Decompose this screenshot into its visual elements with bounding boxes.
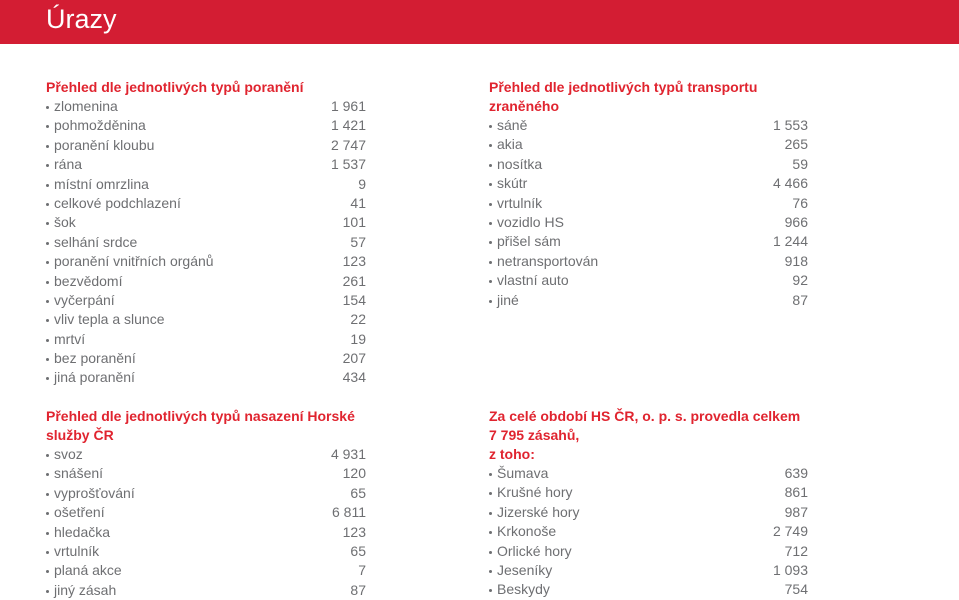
item-label: jiný zásah <box>46 581 116 600</box>
item-label: selhání srdce <box>46 233 137 252</box>
item-label: snášení <box>46 464 103 483</box>
list-item <box>489 561 808 580</box>
item-value: 966 <box>784 213 808 230</box>
item-value: 123 <box>342 253 366 270</box>
item-label: Šumava <box>489 464 548 483</box>
item-value: 87 <box>350 581 366 598</box>
item-value: 22 <box>350 311 366 328</box>
item-label: akia <box>489 135 523 154</box>
item-label: pohmožděnina <box>46 116 146 135</box>
list-item <box>489 580 808 599</box>
list-item <box>46 213 366 232</box>
item-value: 4 466 <box>772 175 808 192</box>
deployment-list <box>46 445 366 600</box>
item-value: 65 <box>350 542 366 559</box>
list-item <box>489 503 808 522</box>
item-label: Beskydy <box>489 580 550 599</box>
list-item <box>46 233 366 252</box>
item-label: vrtulník <box>46 542 99 561</box>
item-label: Jeseníky <box>489 561 552 580</box>
list-item <box>489 174 808 193</box>
list-item <box>489 464 808 483</box>
list-item <box>46 136 366 155</box>
item-label: rána <box>46 155 82 174</box>
list-item <box>46 272 366 291</box>
list-item <box>489 522 808 541</box>
deployment-section <box>46 407 366 600</box>
header-band <box>0 0 959 44</box>
item-value: 987 <box>784 503 808 520</box>
item-label: vliv tepla a slunce <box>46 310 165 329</box>
item-value: 712 <box>784 542 808 559</box>
regions-title-line2: z toho: <box>489 446 535 462</box>
item-label: vlastní auto <box>489 271 569 290</box>
item-label: sáně <box>489 116 527 135</box>
item-value: 918 <box>784 252 808 269</box>
item-label: vozidlo HS <box>489 213 564 232</box>
item-value: 434 <box>342 369 366 386</box>
item-label: poranění vnitřních orgánů <box>46 252 214 271</box>
item-value: 1 244 <box>772 233 808 250</box>
item-value: 1 093 <box>772 561 808 578</box>
item-label: hledačka <box>46 523 110 542</box>
item-value: 2 749 <box>772 523 808 540</box>
item-value: 7 <box>358 562 366 579</box>
item-label: ošetření <box>46 503 105 522</box>
item-label: Orlické hory <box>489 542 572 561</box>
item-label: bezvědomí <box>46 272 122 291</box>
item-label: planá akce <box>46 561 122 580</box>
item-value: 754 <box>784 581 808 598</box>
regions-title-line1: Za celé období HS ČR, o. p. s. provedla celkem 7 795 zásahů, <box>489 408 801 443</box>
list-item <box>46 349 366 368</box>
item-label: mrtví <box>46 330 85 349</box>
transport-list <box>489 116 808 310</box>
list-item <box>46 155 366 174</box>
list-item <box>489 271 808 290</box>
item-value: 154 <box>342 291 366 308</box>
item-label: přišel sám <box>489 232 561 251</box>
list-item <box>489 542 808 561</box>
item-value: 19 <box>350 330 366 347</box>
list-item <box>46 330 366 349</box>
list-item <box>46 445 366 464</box>
item-value: 1 537 <box>330 156 366 173</box>
item-label: skútr <box>489 174 527 193</box>
item-label: šok <box>46 213 76 232</box>
page-title: Úrazy <box>46 4 117 34</box>
item-value: 87 <box>792 291 808 308</box>
item-label: místní omrzlina <box>46 175 149 194</box>
item-label: svoz <box>46 445 83 464</box>
item-label: celkové podchlazení <box>46 194 181 213</box>
item-value: 9 <box>358 175 366 192</box>
item-label: jiné <box>489 291 519 310</box>
list-item <box>46 542 366 561</box>
item-value: 101 <box>342 214 366 231</box>
list-item <box>46 503 366 522</box>
item-value: 861 <box>784 484 808 501</box>
item-value: 57 <box>350 233 366 250</box>
list-item <box>489 155 808 174</box>
item-value: 2 747 <box>330 136 366 153</box>
list-item <box>46 464 366 483</box>
item-value: 123 <box>342 523 366 540</box>
item-label: Jizerské hory <box>489 503 579 522</box>
item-label: zlomenina <box>46 97 118 116</box>
deployment-title: Přehled dle jednotlivých typů nasazení Horské služby ČR <box>46 408 355 443</box>
transport-section <box>489 78 808 310</box>
regions-list <box>489 464 808 600</box>
item-value: 4 931 <box>330 446 366 462</box>
item-label: bez poranění <box>46 349 136 368</box>
list-item <box>489 116 808 135</box>
list-item <box>489 252 808 271</box>
list-item <box>46 484 366 503</box>
item-value: 6 811 <box>332 504 366 521</box>
item-label: Krkonoše <box>489 522 556 541</box>
item-label: nosítka <box>489 155 542 174</box>
item-value: 1 961 <box>330 98 366 114</box>
list-item <box>489 135 808 154</box>
item-value: 76 <box>792 194 808 211</box>
item-label: vyčerpání <box>46 291 115 310</box>
list-item <box>46 175 366 194</box>
injuries-title: Přehled dle jednotlivých typů poranění <box>46 79 304 95</box>
item-value: 59 <box>792 155 808 172</box>
list-item <box>46 581 366 600</box>
item-value: 1 421 <box>330 117 366 134</box>
item-value: 65 <box>350 484 366 501</box>
item-label: jiná poranění <box>46 368 135 387</box>
transport-title: Přehled dle jednotlivých typů transportu zraněného <box>489 79 758 114</box>
injuries-section <box>46 78 366 388</box>
list-item <box>46 97 366 116</box>
list-item <box>489 232 808 251</box>
item-value: 92 <box>792 272 808 289</box>
regions-section <box>489 407 808 600</box>
item-value: 41 <box>350 194 366 211</box>
list-item <box>489 483 808 502</box>
item-label: Krušné hory <box>489 483 572 502</box>
list-item <box>489 194 808 213</box>
item-value: 639 <box>784 465 808 481</box>
item-value: 261 <box>342 272 366 289</box>
list-item <box>489 291 808 310</box>
item-value: 207 <box>342 350 366 367</box>
list-item <box>46 310 366 329</box>
list-item <box>46 116 366 135</box>
list-item <box>46 252 366 271</box>
item-label: vyprošťování <box>46 484 135 503</box>
item-label: vrtulník <box>489 194 542 213</box>
item-value: 265 <box>784 136 808 153</box>
item-label: netransportován <box>489 252 598 271</box>
item-label: poranění kloubu <box>46 136 154 155</box>
list-item <box>46 291 366 310</box>
list-item <box>46 523 366 542</box>
list-item <box>46 194 366 213</box>
item-value: 120 <box>342 465 366 482</box>
list-item <box>46 368 366 387</box>
list-item <box>46 561 366 580</box>
item-value: 1 553 <box>772 117 808 133</box>
injuries-list <box>46 97 366 388</box>
list-item <box>489 213 808 232</box>
